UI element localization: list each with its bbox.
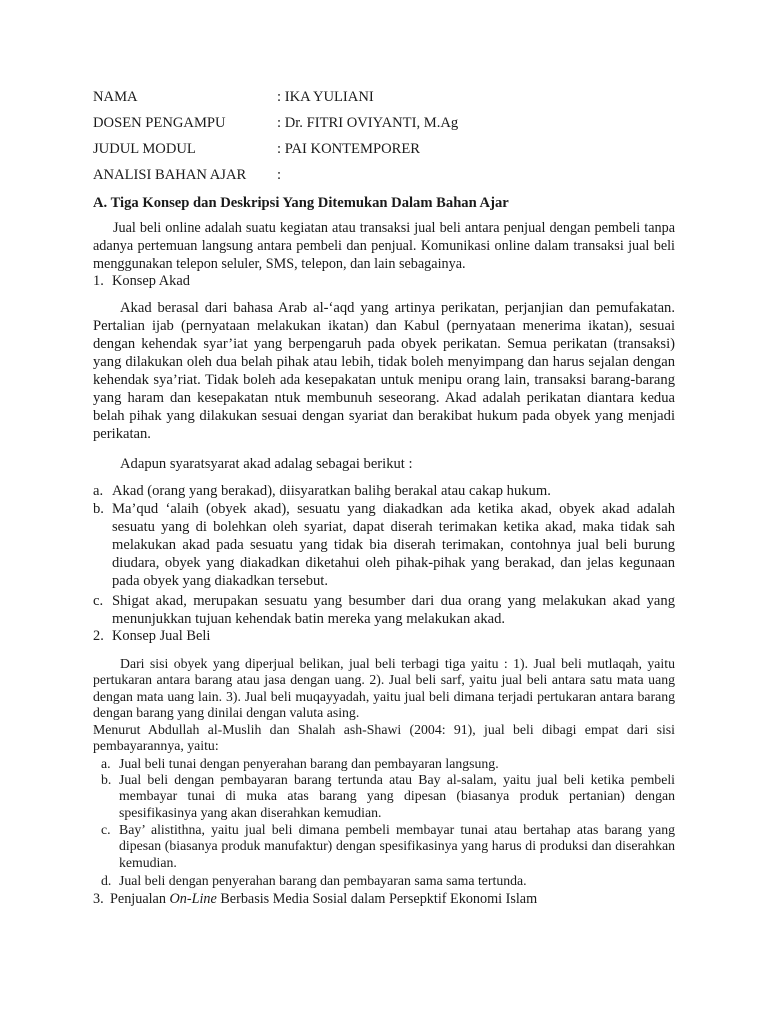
concept-3-number: 3. <box>93 891 104 907</box>
list-marker: c. <box>93 593 104 609</box>
syarat-intro: Adapun syaratsyarat akad adalag sebagai berikut : <box>120 456 413 472</box>
meta-value: : IKA YULIANI <box>277 89 374 105</box>
jualbeli-item-c <box>101 822 675 872</box>
meta-row-judul <box>93 140 420 158</box>
jualbeli-item-d <box>101 873 675 890</box>
concept-2-number: 2. <box>93 628 104 644</box>
section-heading: A. Tiga Konsep dan Deskripsi Yang Ditemukan Dalam Bahan Ajar <box>93 195 509 211</box>
meta-row-nama <box>93 88 374 106</box>
list-item-text: Shigat akad, merupakan sesuatu yang besumber dari dua orang yang melakukan akad yang menunjukkan tujuan kehendak batin mereka yang melakukan akad. <box>112 593 675 627</box>
meta-label: JUDUL MODUL <box>93 141 196 157</box>
concept-2-body-2: Menurut Abdullah al-Muslih dan Shalah ash-Shawi (2004: 91), jual beli dibagi empat dari sisi pembayarannya, yaitu: <box>93 722 675 754</box>
meta-value: : <box>277 167 282 183</box>
list-item-text: Akad (orang yang berakad), diisyaratkan balihg berakal atau cakap hukum. <box>112 483 551 499</box>
list-item-text: Jual beli dengan pembayaran barang tertunda atau Bay al-salam, yaitu jual beli ketika pembeli membayar tunai di muka atas barang yang dipesan (biasanya produk pertanian) dengan spesifikasinya yang akan diserahkan kemudian. <box>119 772 675 820</box>
concept-1-number: 1. <box>93 273 104 289</box>
list-item-text: Ma’qud ‘alaih (obyek akad), sesuatu yang diakadkan ada ketika akad, obyek akad adalah sesuatu yang di bolehkan oleh syariat, dapat diserah terimakan ketika akad, maka tidak sah melakukan akad pada sesuatu yang tidak bia diserah terimakan, contohnya jual beli burung diudara, obyek yang diakadkan diketahui oleh pihak-pihak yang berakad, dan jelas kegunaan pada obyek yang diakadkan tersebut. <box>112 501 675 589</box>
concept-1-title: Konsep Akad <box>112 273 190 289</box>
intro-paragraph: Jual beli online adalah suatu kegiatan atau transaksi jual beli antara penjual dengan pembeli tanpa adanya pertemuan langsung antara pembeli dan penjual. Komunikasi online dalam transaksi jual beli menggunakan telepon seluler, SMS, telepon, dan lain sebagainya. <box>93 220 675 273</box>
list-marker: c. <box>101 822 111 837</box>
list-marker: b. <box>93 501 104 517</box>
meta-value: : PAI KONTEMPORER <box>277 141 420 157</box>
concept-3-title-post: Berbasis Media Sosial dalam Persepktif Ekonomi Islam <box>216 891 538 907</box>
syarat-item-b <box>93 500 675 590</box>
jualbeli-item-b <box>101 772 675 822</box>
list-marker: d. <box>101 873 112 888</box>
list-item-text: Bay’ alistithna, yaitu jual beli dimana pembeli membayar tunai atau bertahap atas barang yang dipesan (biasanya produk manufaktur) dengan spesifikasinya yang harus di produksi dan diserahkan kemudian. <box>119 822 675 870</box>
list-marker: a. <box>93 483 104 499</box>
concept-2-body: Dari sisi obyek yang diperjual belikan, jual beli terbagi tiga yaitu : 1). Jual beli mutlaqah, yaitu pertukaran antara barang atau jasa dengan uang. 2). Jual beli sarf, yaitu jual beli antara satu mata uang dengan mata uang lain. 3). Jual beli muqayyadah, yaitu jual beli dimana terjadi pertukaran antara barang dengan barang yang dinilai dengan valuta asing. <box>93 656 675 721</box>
syarat-item-c <box>93 592 675 628</box>
meta-row-dosen <box>93 114 458 132</box>
concept-3-title-italic: On-Line <box>169 891 217 907</box>
meta-label: DOSEN PENGAMPU <box>93 115 226 131</box>
list-item-text: Jual beli dengan penyerahan barang dan pembayaran sama sama tertunda. <box>119 873 527 888</box>
list-marker: a. <box>101 756 111 771</box>
jualbeli-item-a <box>101 756 675 773</box>
meta-value: : Dr. FITRI OVIYANTI, M.Ag <box>277 115 459 131</box>
meta-label: NAMA <box>93 89 138 105</box>
list-item-text: Jual beli tunai dengan penyerahan barang dan pembayaran langsung. <box>119 756 499 771</box>
list-marker: b. <box>101 772 112 787</box>
meta-row-analisi <box>93 166 281 184</box>
concept-1-body: Akad berasal dari bahasa Arab al-‘aqd yang artinya perikatan, perjanjian dan pemufakatan. Pertalian ijab (pernyataan melakukan ikatan) dan Kabul (pernyataan menerima ikatan), sesuai dengan kehendak syar’iat yang berpengaruh pada obyek perikatan. Semua perikatan (transaksi) yang dilakukan oleh dua belah pihak atau lebih, tidak boleh menyimpang dan harus sejalan dengan kehendak sya’riat. Tidak boleh ada kesepakatan untuk menipu orang lain, transaksi barang-barang yang haram dan kesepakatan ntuk membunuh seseorang. Akad adalah perikatan diantara kedua belah pihak yang dilakukan sesuai dengan syariat dan berakibat hukum pada obyek yang menjadi perikatan. <box>93 300 675 442</box>
meta-label: ANALISI BAHAN AJAR <box>93 167 247 183</box>
concept-2-title: Konsep Jual Beli <box>112 628 211 644</box>
concept-3-title-pre: Penjualan <box>110 891 170 907</box>
concept-3-title <box>110 890 537 908</box>
syarat-item-a <box>93 482 675 500</box>
